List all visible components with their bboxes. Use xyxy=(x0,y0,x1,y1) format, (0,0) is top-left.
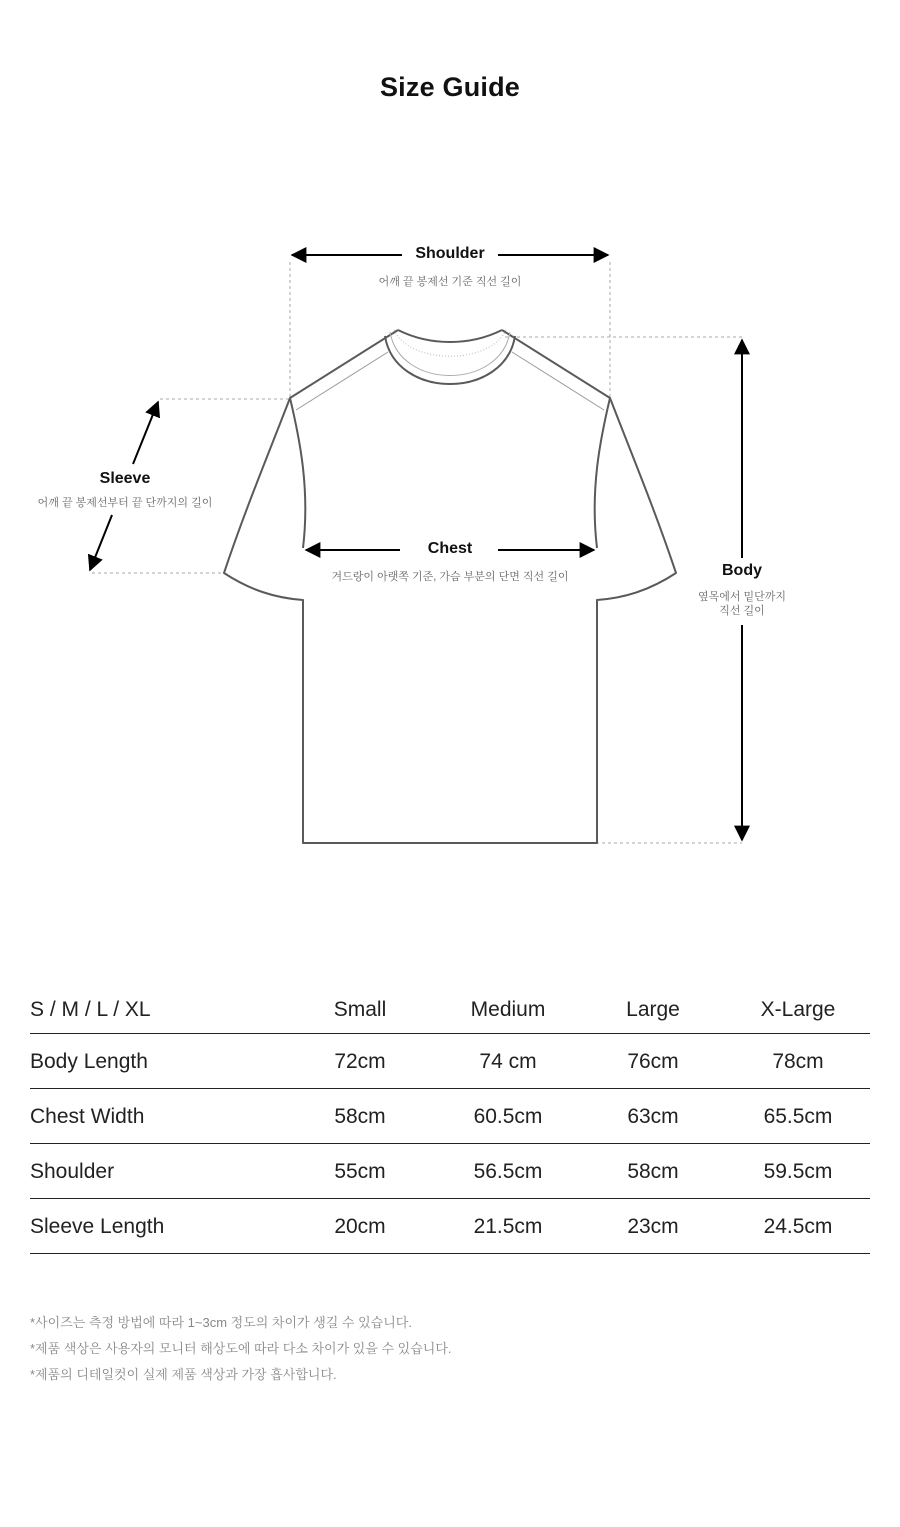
page-title: Size Guide xyxy=(379,72,521,102)
cell-small: 20cm xyxy=(334,1215,386,1238)
cell-large: 58cm xyxy=(627,1160,679,1183)
footnote: *사이즈는 측정 방법에 따라 1~3cm 정도의 차이가 생길 수 있습니다. xyxy=(30,1315,412,1330)
row-label: Sleeve Length xyxy=(30,1215,165,1238)
header-x-large: X-Large xyxy=(760,998,836,1021)
footnote: *제품의 디테일컷이 실제 제품 색상과 가장 흡사합니다. xyxy=(30,1367,337,1382)
cell-small: 72cm xyxy=(334,1050,386,1073)
cell-large: 63cm xyxy=(627,1105,679,1128)
cell-medium: 21.5cm xyxy=(473,1215,543,1238)
cell-x-large: 78cm xyxy=(772,1050,824,1073)
cell-x-large: 24.5cm xyxy=(763,1215,833,1238)
header-size-list: S / M / L / XL xyxy=(30,998,151,1021)
table-header-row xyxy=(30,988,870,1034)
shoulder-label: Shoulder xyxy=(415,245,485,262)
cell-x-large: 59.5cm xyxy=(763,1160,833,1183)
cell-x-large: 65.5cm xyxy=(763,1105,833,1128)
row-label: Body Length xyxy=(30,1050,148,1073)
cell-small: 58cm xyxy=(334,1105,386,1128)
shirt-outline xyxy=(224,330,676,843)
body-note-line1: 옆목에서 밑단까지 xyxy=(697,591,787,603)
chest-note: 겨드랑이 아랫쪽 기준, 가슴 부분의 단면 직선 길이 xyxy=(331,571,569,583)
cell-medium: 60.5cm xyxy=(473,1105,543,1128)
cell-large: 76cm xyxy=(627,1050,679,1073)
table-row xyxy=(30,1089,870,1144)
sleeve-label: Sleeve xyxy=(99,470,151,487)
cell-small: 55cm xyxy=(334,1160,386,1183)
header-large: Large xyxy=(626,998,680,1021)
shoulder-note: 어깨 끝 봉제선 기준 직선 길이 xyxy=(378,276,522,288)
table-row xyxy=(30,1199,870,1254)
cell-large: 23cm xyxy=(627,1215,679,1238)
footnote: *제품 색상은 사용자의 모니터 해상도에 따라 다소 차이가 있을 수 있습니다. xyxy=(30,1341,452,1356)
header-medium: Medium xyxy=(470,998,546,1021)
sleeve-note: 어깨 끝 봉제선부터 끝 단까지의 길이 xyxy=(37,497,213,509)
table-row xyxy=(30,1034,870,1089)
cell-medium: 74 cm xyxy=(479,1050,537,1073)
row-label: Chest Width xyxy=(30,1105,145,1128)
row-label: Shoulder xyxy=(30,1160,115,1183)
body-note-line2: 직선 길이 xyxy=(719,605,765,617)
table-row xyxy=(30,1144,870,1199)
header-small: Small xyxy=(333,998,387,1021)
body-label: Body xyxy=(722,562,762,579)
chest-label: Chest xyxy=(427,540,473,557)
cell-medium: 56.5cm xyxy=(473,1160,543,1183)
size-table xyxy=(30,988,870,1254)
footnotes xyxy=(30,1310,452,1388)
